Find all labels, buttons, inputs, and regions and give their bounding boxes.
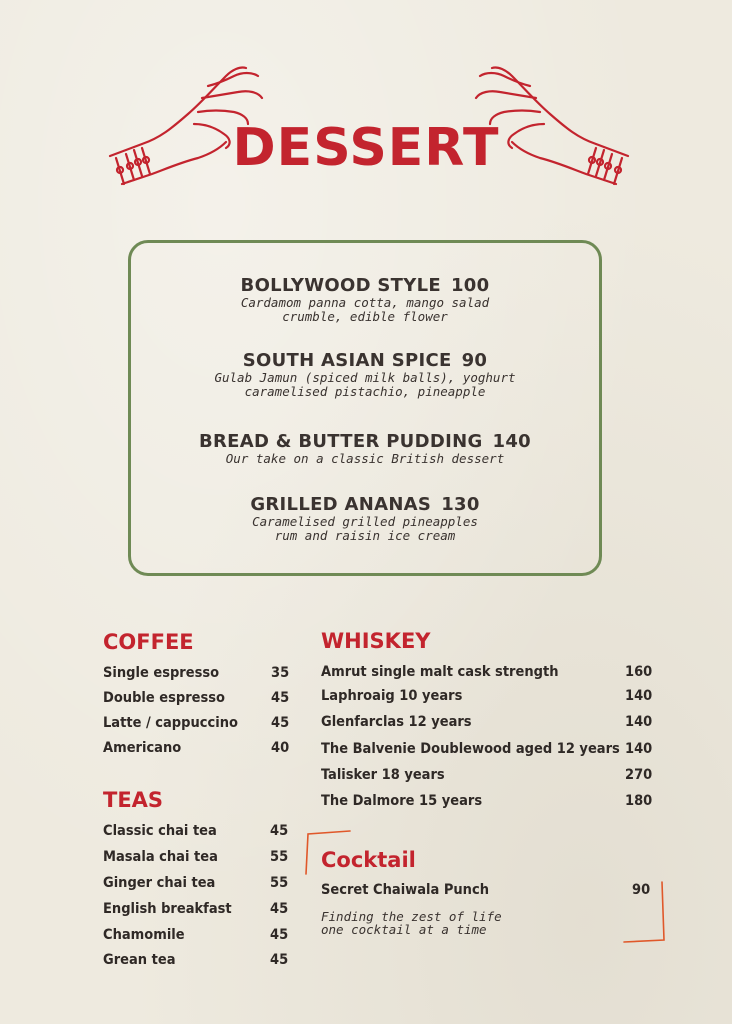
item-name: Amrut single malt cask strength (321, 664, 559, 680)
item-name: Double espresso (103, 690, 226, 706)
dessert-description: Our take on a classic British dessert (225, 451, 505, 466)
item-price: 45 (270, 901, 289, 917)
item-price: 45 (270, 952, 289, 968)
item-name: Chamomile (103, 927, 185, 943)
page-title: DESSERT (232, 118, 500, 178)
dessert-title: BREAD & BUTTER PUDDING 140 (198, 431, 532, 452)
dessert-price: 130 (441, 494, 480, 515)
dessert-title: BOLLYWOOD STYLE 100 (240, 275, 490, 296)
item-name: Talisker 18 years (321, 767, 445, 783)
item-price: 35 (271, 665, 290, 681)
item-name: The Balvenie Doublewood aged 12 years (321, 741, 620, 757)
item-price: 45 (270, 927, 289, 943)
coffee-heading: COFFEE (103, 630, 194, 654)
item-name: Latte / cappuccino (103, 715, 238, 731)
dessert-title: GRILLED ANANAS 130 (250, 494, 480, 515)
dessert-price: 90 (461, 350, 488, 371)
item-name: Secret Chaiwala Punch (321, 882, 489, 898)
item-price: 45 (271, 715, 290, 731)
dessert-price: 100 (450, 275, 490, 296)
cocktail-heading: Cocktail (321, 848, 416, 872)
item-price: 140 (625, 741, 653, 757)
dessert-description: Caramelised grilled pineapples rum and raisin ice cream (252, 514, 478, 543)
item-name: Grean tea (103, 952, 176, 968)
dessert-item (128, 275, 602, 324)
item-price: 140 (625, 714, 653, 730)
item-name: Ginger chai tea (103, 875, 216, 891)
dessert-item (128, 494, 602, 543)
teas-heading: TEAS (103, 788, 164, 812)
item-price: 40 (271, 740, 290, 756)
item-price: 180 (625, 793, 653, 809)
item-price: 270 (625, 767, 653, 783)
item-price: 45 (270, 823, 289, 839)
item-name: Masala chai tea (103, 849, 218, 865)
dessert-description: Cardamom panna cotta, mango salad crumble, edible flower (240, 295, 490, 324)
item-price: 55 (270, 875, 289, 891)
item-name: Single espresso (103, 665, 220, 681)
item-price: 45 (271, 690, 290, 706)
dessert-price: 140 (492, 431, 532, 452)
item-name: Classic chai tea (103, 823, 217, 839)
item-price: 160 (625, 664, 653, 680)
cocktail-tagline: Finding the zest of life one cocktail at a time (321, 909, 502, 937)
dessert-item (128, 350, 602, 399)
item-price: 140 (625, 688, 653, 704)
item-name: Glenfarclas 12 years (321, 714, 472, 730)
dessert-description: Gulab Jamun (spiced milk balls), yoghurt caramelised pistachio, pineapple (214, 370, 516, 399)
item-price: 90 (632, 882, 651, 898)
item-name: Laphroaig 10 years (321, 688, 463, 704)
dessert-item (128, 431, 602, 466)
item-name: English breakfast (103, 901, 232, 917)
dessert-title: SOUTH ASIAN SPICE 90 (242, 350, 488, 371)
item-name: Americano (103, 740, 182, 756)
item-price: 55 (270, 849, 289, 865)
item-name: The Dalmore 15 years (321, 793, 483, 809)
whiskey-heading: WHISKEY (321, 629, 431, 653)
